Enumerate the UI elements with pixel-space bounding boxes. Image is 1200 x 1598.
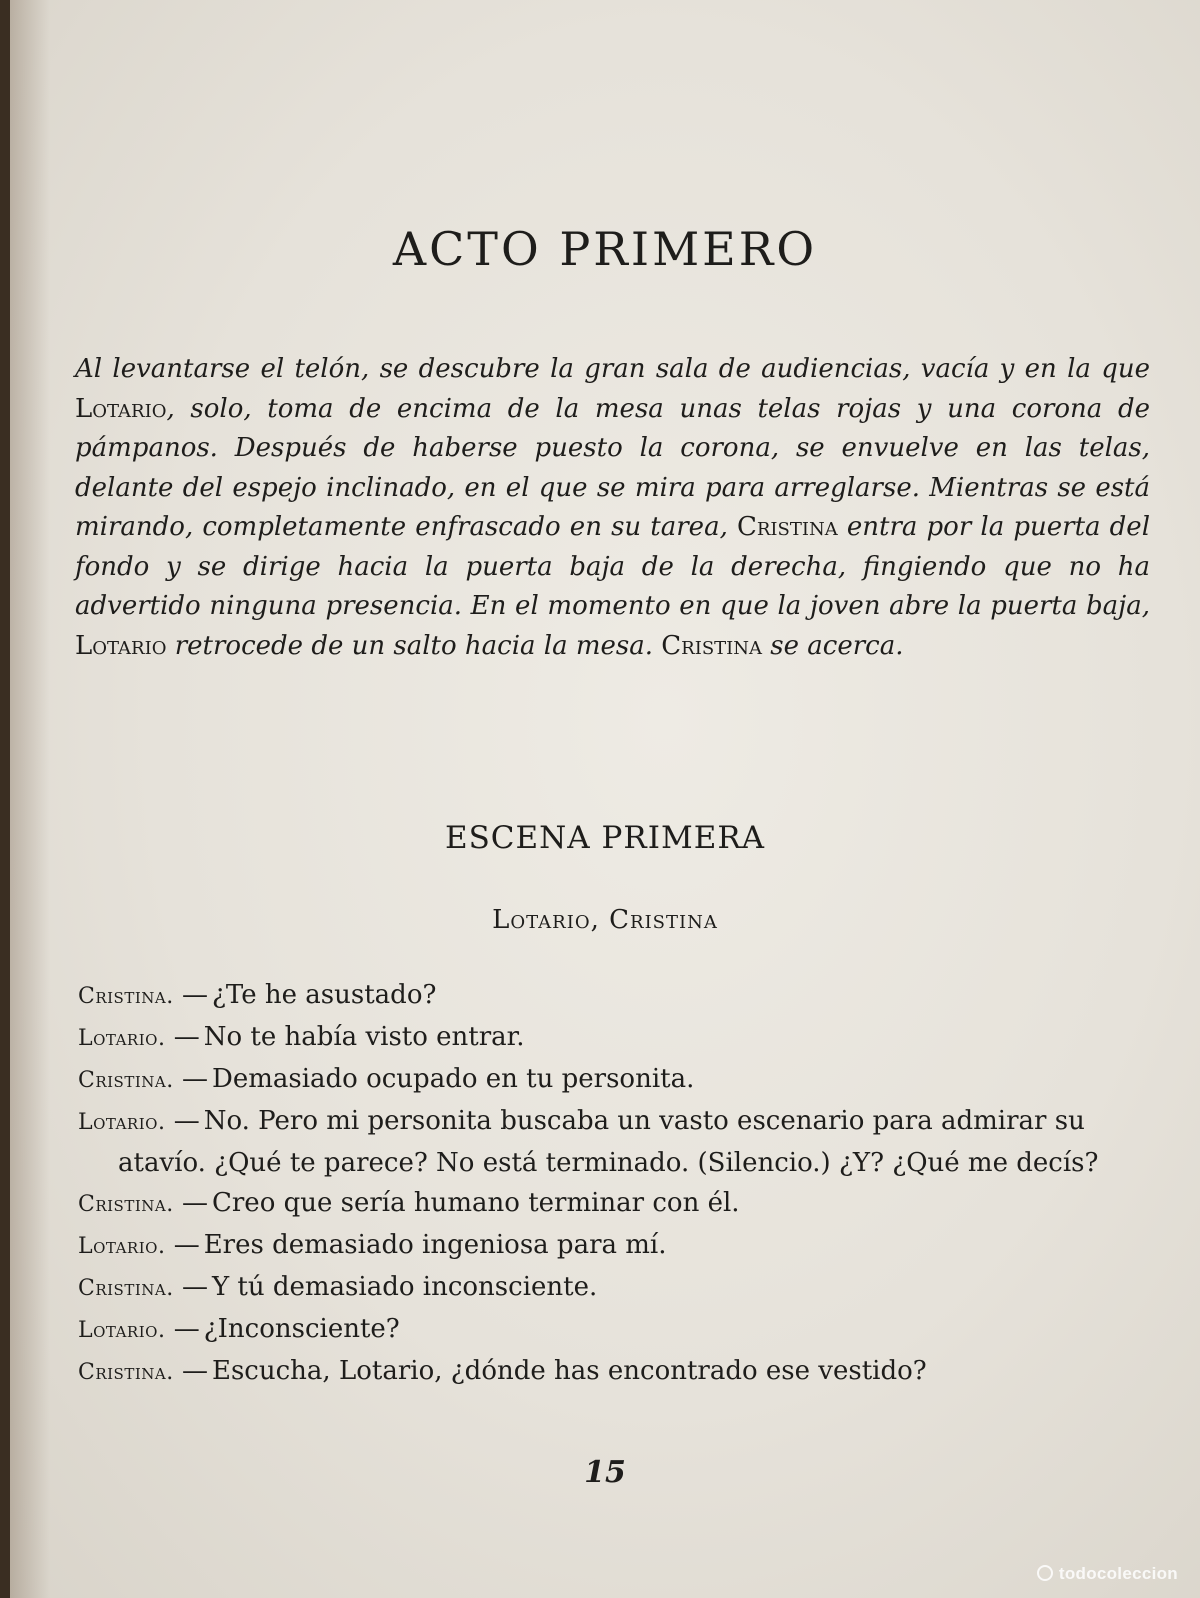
dialogue-dash: — — [181, 980, 208, 1010]
scene-title: ESCENA PRIMERA — [444, 820, 766, 856]
dialogue-line — [78, 1225, 1158, 1267]
dialogue-line — [78, 975, 1158, 1017]
speaker-name: Lotario. — [78, 1110, 166, 1135]
dialogue-text: Eres demasiado ingeniosa para mí. — [203, 1230, 667, 1260]
dialogue-text: No te había visto entrar. — [203, 1022, 525, 1052]
stage-direction-text: entra por la puerta del fondo y se dirige hacia la puerta baja de la derecha, fingiendo que no ha advertido ninguna presencia. En el momento en que la joven abre la puerta baja, — [75, 512, 1151, 621]
act-title: ACTO PRIMERO — [392, 222, 818, 276]
dialogue-list — [78, 975, 1158, 1393]
dialogue-dash: — — [181, 1356, 208, 1386]
speaker-name: Cristina. — [78, 1276, 174, 1301]
character-name: Lotario — [75, 393, 167, 424]
speaker-name: Lotario. — [78, 1026, 166, 1051]
stage-direction-text: , solo, toma de encima de la mesa unas telas rojas y una corona de pámpanos. Después de haberse puesto la corona, se envuelve en las telas, delante del espejo inclinado, en el que se mira para arreglarse. Mientras se está mirando, completamente enfrascado en su tarea, — [75, 393, 1150, 542]
dialogue-line — [78, 1017, 1158, 1059]
dialogue-text: Y tú demasiado inconsciente. — [211, 1272, 598, 1302]
dialogue-line — [78, 1059, 1158, 1101]
dialogue-dash: — — [173, 1022, 200, 1052]
watermark — [1037, 1564, 1178, 1584]
speaker-name: Cristina. — [78, 984, 174, 1009]
page-number: 15 — [584, 1455, 626, 1490]
stage-direction-text: se acerca. — [762, 630, 904, 661]
dialogue-text: Escucha, Lotario, ¿dónde has encontrado ese vestido? — [211, 1356, 927, 1386]
dialogue-dash: — — [173, 1106, 200, 1136]
stage-direction-text: retrocede de un salto hacia la mesa. — [166, 630, 662, 661]
scene-characters: Lotario, Cristina — [492, 905, 718, 935]
speaker-name: Cristina. — [78, 1360, 174, 1385]
dialogue-dash: — — [173, 1230, 200, 1260]
dialogue-text: Demasiado ocupado en tu personita. — [211, 1064, 695, 1094]
dialogue-line — [78, 1267, 1158, 1309]
stage-direction — [75, 350, 1150, 666]
dialogue-line — [78, 1101, 1158, 1183]
book-page — [10, 0, 1200, 1598]
speaker-name: Cristina. — [78, 1192, 174, 1217]
dialogue-line — [78, 1309, 1158, 1351]
dialogue-text: ¿Inconsciente? — [203, 1314, 400, 1344]
dialogue-line — [78, 1351, 1158, 1393]
dialogue-text: Creo que sería humano terminar con él. — [211, 1188, 740, 1218]
speaker-name: Cristina. — [78, 1068, 174, 1093]
character-name: Lotario — [75, 630, 167, 661]
stage-direction-text: Al levantarse el telón, se descubre la gran sala de audiencias, vacía y en la que — [75, 354, 1150, 384]
character-name: Cristina — [736, 512, 838, 542]
dialogue-dash: — — [181, 1272, 208, 1302]
dialogue-dash: — — [173, 1314, 200, 1344]
watermark-logo-icon — [1037, 1565, 1053, 1581]
dialogue-line — [78, 1183, 1158, 1225]
speaker-name: Lotario. — [78, 1318, 166, 1343]
watermark-text: todocoleccion — [1058, 1564, 1178, 1583]
dialogue-text: ¿Te he asustado? — [211, 980, 437, 1010]
character-name: Cristina — [661, 630, 763, 661]
dialogue-text: No. Pero mi personita buscaba un vasto escenario para admirar su atavío. ¿Qué te parece? No está terminado. (Silencio.) ¿Y? ¿Qué me decís? — [118, 1106, 1099, 1178]
dialogue-dash: — — [181, 1188, 208, 1218]
speaker-name: Lotario. — [78, 1234, 166, 1259]
dialogue-dash: — — [181, 1064, 208, 1094]
